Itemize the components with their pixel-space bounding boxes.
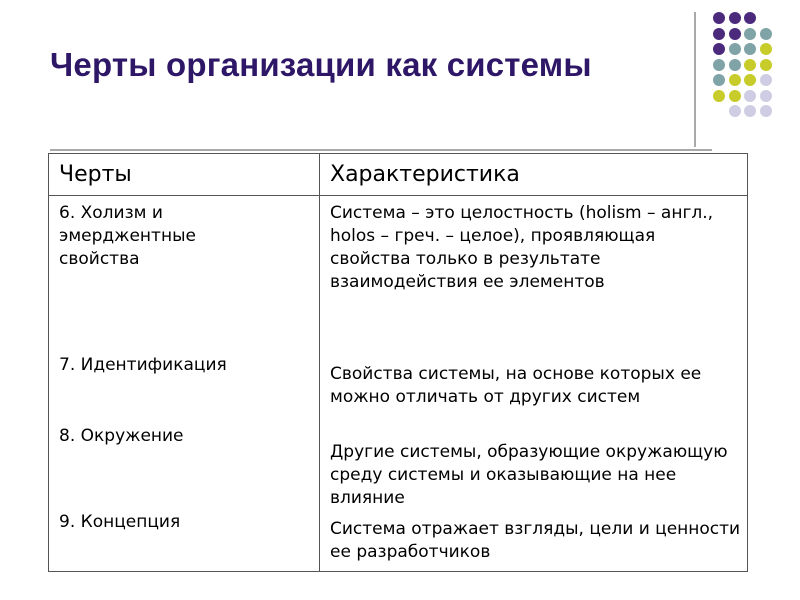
decorative-dot bbox=[760, 28, 772, 40]
header-characteristic: Характеристика bbox=[320, 154, 748, 196]
decorative-dot bbox=[713, 59, 725, 71]
characteristics-cell bbox=[320, 196, 748, 572]
decorative-dot bbox=[744, 105, 756, 117]
decorative-dot bbox=[713, 74, 725, 86]
decorative-dot bbox=[713, 90, 725, 102]
decorative-dot bbox=[744, 28, 756, 40]
decorative-dot bbox=[744, 90, 756, 102]
decorative-dot bbox=[713, 12, 725, 24]
decorative-dot bbox=[729, 59, 741, 71]
decorative-horizontal-line bbox=[50, 149, 712, 151]
decorative-dot bbox=[729, 43, 741, 55]
decorative-dot bbox=[760, 43, 772, 55]
decorative-dot bbox=[729, 28, 741, 40]
decorative-dot bbox=[760, 105, 772, 117]
table-row bbox=[49, 196, 748, 572]
decorative-dot bbox=[744, 12, 756, 24]
trait-item: 8. Окружение bbox=[59, 426, 184, 446]
decorative-dot bbox=[744, 59, 756, 71]
characteristic-item: Другие системы, образующие окружающую среду системы и оказывающие на нее влияние bbox=[330, 442, 728, 508]
decorative-dot bbox=[760, 59, 772, 71]
decorative-dot bbox=[744, 74, 756, 86]
traits-table bbox=[48, 153, 748, 572]
traits-cell bbox=[49, 196, 320, 572]
decorative-dot bbox=[713, 43, 725, 55]
characteristic-item: Система – это целостность (holism – англ., holos – греч. – целое), проявляющая свойства только в результате взаимодействия ее элементов bbox=[330, 203, 714, 292]
characteristic-item: Система отражает взгляды, цели и ценности ее разработчиков bbox=[330, 519, 741, 562]
decorative-dot bbox=[713, 28, 725, 40]
decorative-dot bbox=[729, 74, 741, 86]
decorative-dot bbox=[760, 74, 772, 86]
decorative-dot bbox=[760, 90, 772, 102]
table-header-row bbox=[49, 154, 748, 196]
decorative-dot bbox=[744, 43, 756, 55]
slide-title: Черты организации как системы bbox=[50, 46, 592, 83]
trait-item: 9. Концепция bbox=[59, 512, 181, 532]
decorative-dot bbox=[729, 12, 741, 24]
decorative-dot bbox=[729, 105, 741, 117]
trait-item: 7. Идентификация bbox=[59, 355, 227, 375]
decorative-vertical-line bbox=[694, 12, 696, 147]
characteristic-item: Свойства системы, на основе которых ее можно отличать от других систем bbox=[330, 364, 702, 407]
header-traits: Черты bbox=[49, 154, 320, 196]
trait-item: 6. Холизм и эмерджентные свойства bbox=[59, 203, 196, 269]
decorative-dot bbox=[729, 90, 741, 102]
